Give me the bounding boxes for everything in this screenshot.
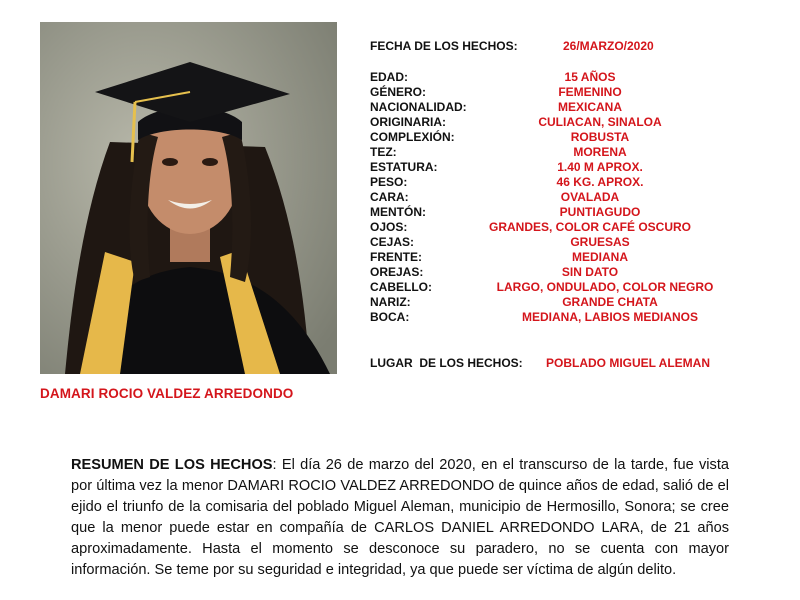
field-value: FEMENINO (558, 85, 622, 99)
field-value: CULIACAN, SINALOA (538, 115, 662, 129)
field-label: CARA: (370, 190, 409, 204)
field-value: PUNTIAGUDO (559, 205, 641, 219)
person-name: DAMARI ROCIO VALDEZ ARREDONDO (40, 386, 294, 401)
field-label: COMPLEXIÓN: (370, 130, 455, 144)
field-label: CABELLO: (370, 280, 432, 294)
field-value: 1.40 M APROX. (557, 160, 643, 174)
summary-paragraph (71, 455, 729, 581)
field-value: MEDIANA, LABIOS MEDIANOS (521, 310, 698, 324)
field-label: MENTÓN: (370, 205, 426, 219)
field-value: SIN DATO (561, 265, 619, 279)
field-label: ESTATURA: (370, 160, 438, 174)
lugar-value: POBLADO MIGUEL ALEMAN (546, 356, 710, 370)
field-label: TEZ: (370, 145, 397, 159)
field-label: BOCA: (370, 310, 410, 324)
field-value: MEXICANA (557, 100, 622, 114)
field-label: CEJAS: (370, 235, 415, 249)
field-label: OJOS: (370, 220, 408, 234)
graduation-portrait-image (40, 22, 337, 374)
field-value: 46 KG. APROX. (556, 175, 644, 189)
fecha-label: FECHA DE LOS HECHOS: (370, 39, 518, 53)
field-value: MORENA (573, 145, 627, 159)
field-label: ORIGINARIA: (370, 115, 446, 129)
field-value: ROBUSTA (570, 130, 630, 144)
field-label: EDAD: (370, 70, 408, 84)
summary-text: : El día 26 de marzo del 2020, en el transcurso de la tarde, fue vista por última vez la menor DAMARI ROCIO VALDEZ ARREDONDO de quince años de edad, salió de el ejido el triunfo de la comisaria del poblado Miguel Aleman, municipio de Hermosillo, Sonora; se cree que la menor puede estar en compañía de CARLOS DANIEL ARREDONDO LARA, de 21 años aproximadamente. Hasta el momento se desconoce su paradero, no se cuenta con mayor información. Se teme por su seguridad e integridad, ya que puede ser víctima de algún delito. (71, 457, 729, 578)
field-label: OREJAS: (370, 265, 424, 279)
lugar-label: LUGAR DE LOS HECHOS: (370, 356, 523, 370)
field-value: GRUESAS (570, 235, 630, 249)
field-value: GRANDE CHATA (562, 295, 658, 309)
field-value: 15 AÑOS (564, 70, 616, 84)
field-label: PESO: (370, 175, 408, 189)
field-value: GRANDES, COLOR CAFÉ OSCURO (488, 220, 691, 234)
field-label: NACIONALIDAD: (370, 100, 467, 114)
field-value: OVALADA (560, 190, 620, 204)
field-value: MEDIANA (572, 250, 628, 264)
summary-heading: RESUMEN DE LOS HECHOS (71, 457, 273, 473)
fecha-value: 26/MARZO/2020 (563, 39, 654, 53)
field-label: GÉNERO: (370, 85, 427, 99)
field-value: LARGO, ONDULADO, COLOR NEGRO (496, 280, 714, 294)
person-photo (40, 22, 337, 374)
field-label: FRENTE: (370, 250, 422, 264)
field-label: NARIZ: (370, 295, 411, 309)
